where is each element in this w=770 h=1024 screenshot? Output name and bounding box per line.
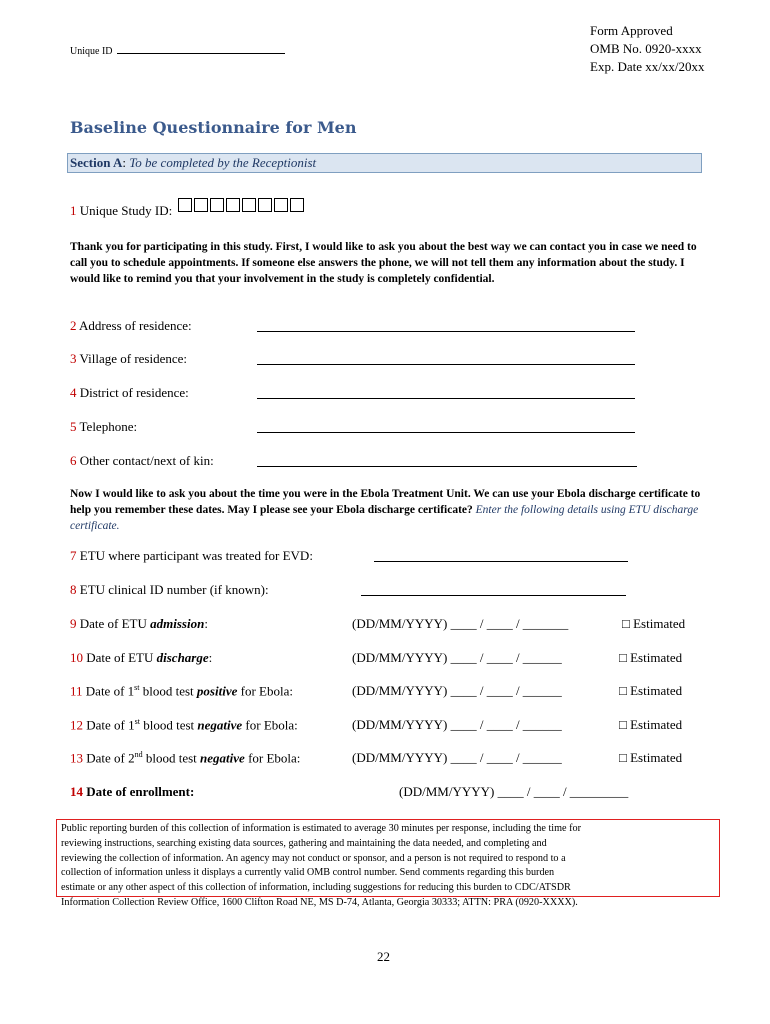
expiration-date: Exp. Date xx/xx/20xx xyxy=(590,59,705,74)
page-number: 22 xyxy=(377,949,390,964)
etu-intro-paragraph: Now I would like to ask you about the time you were in the Ebola Treatment Unit. We can use your Ebola discharge certificate to help you remember these dates. May I please see your Ebola discharge certificate? Enter the following details using ETU discharge certificate. xyxy=(70,488,701,532)
question-4: 4 District of residence: xyxy=(70,385,189,400)
question-5: 5 Telephone: xyxy=(70,419,138,434)
section-label: Section A xyxy=(70,155,123,170)
form-approved: Form Approved xyxy=(590,23,673,38)
id-box[interactable] xyxy=(274,198,288,212)
estimated-checkbox[interactable]: □ Estimated xyxy=(619,650,683,665)
next-of-kin-input-line[interactable] xyxy=(257,466,637,467)
estimated-checkbox[interactable]: □ Estimated xyxy=(622,616,686,631)
district-input-line[interactable] xyxy=(257,398,635,399)
positive-test-date-field[interactable]: (DD/MM/YYYY) ____ / ____ / ______ xyxy=(352,683,562,698)
study-id-boxes xyxy=(178,198,306,214)
discharge-date-field[interactable]: (DD/MM/YYYY) ____ / ____ / ______ xyxy=(352,650,562,665)
question-6: 6 Other contact/next of kin: xyxy=(70,453,214,468)
estimated-checkbox[interactable]: □ Estimated xyxy=(619,750,683,765)
question-7: 7 ETU where participant was treated for EVD: xyxy=(70,548,313,563)
question-11: 11 Date of 1st blood test positive for Ebola: xyxy=(70,683,293,699)
second-negative-date-field[interactable]: (DD/MM/YYYY) ____ / ____ / ______ xyxy=(352,750,562,765)
section-a-header: Section A: To be completed by the Receptionist xyxy=(67,153,702,173)
question-13: 13 Date of 2nd blood test negative for Ebola: xyxy=(70,750,301,766)
id-box[interactable] xyxy=(226,198,240,212)
unique-id-field xyxy=(70,44,285,57)
question-label: Unique Study ID: xyxy=(79,203,173,218)
intro-paragraph: Thank you for participating in this study. First, I would like to ask you about the best way we can contact you in case we need to call you to schedule appointments. If someone else answers the phone, we will not tell them any information about the study. I would like to remind you that your involvement in the study is completely confidential. xyxy=(70,241,697,285)
clinical-id-input-line[interactable] xyxy=(361,595,626,596)
question-2: 2 Address of residence: xyxy=(70,318,192,333)
question-3: 3 Village of residence: xyxy=(70,351,188,366)
id-box[interactable] xyxy=(258,198,272,212)
etu-input-line[interactable] xyxy=(374,561,628,562)
question-1: 1 Unique Study ID: xyxy=(70,203,306,219)
estimated-checkbox[interactable]: □ Estimated xyxy=(619,717,683,732)
unique-id-label: Unique ID xyxy=(70,46,113,57)
question-9: 9 Date of ETU admission: xyxy=(70,616,208,631)
burden-statement: Public reporting burden of this collection of information is estimated to average 30 minutes per response, including the time for reviewing instructions, searching existing data sources, gathering and maintaining the data needed, and completing and reviewing the collection of information. An agency may not conduct or sponsor, and a person is not required to respond to a collection of information unless it displays a currently valid OMB control number. Send comments regarding this burden estimate or any other aspect of this collection of information, including suggestions for reducing this burden to CDC/ATSDR Information Collection Review Office, 1600 Clifton Road NE, MS D-74, Atlanta, Georgia 30333; ATTN: PRA (0920-XXXX). xyxy=(56,819,720,897)
omb-number: OMB No. 0920-xxxx xyxy=(590,41,702,56)
section-description: To be completed by the Receptionist xyxy=(129,155,317,170)
unique-id-line[interactable] xyxy=(117,44,285,54)
question-10: 10 Date of ETU discharge: xyxy=(70,650,213,665)
admission-date-field[interactable]: (DD/MM/YYYY) ____ / ____ / _______ xyxy=(352,616,569,631)
village-input-line[interactable] xyxy=(257,364,635,365)
id-box[interactable] xyxy=(194,198,208,212)
telephone-input-line[interactable] xyxy=(257,432,635,433)
id-box[interactable] xyxy=(290,198,304,212)
id-box[interactable] xyxy=(178,198,192,212)
etu-instruction: Enter the following details using ETU discharge certificate. xyxy=(70,504,699,532)
first-negative-date-field[interactable]: (DD/MM/YYYY) ____ / ____ / ______ xyxy=(352,717,562,732)
enrollment-date-field[interactable]: (DD/MM/YYYY) ____ / ____ / _________ xyxy=(399,784,629,799)
question-12: 12 Date of 1st blood test negative for Ebola: xyxy=(70,717,298,733)
question-8: 8 ETU clinical ID number (if known): xyxy=(70,582,269,597)
address-input-line[interactable] xyxy=(257,331,635,332)
id-box[interactable] xyxy=(242,198,256,212)
page-title: Baseline Questionnaire for Men xyxy=(70,118,357,137)
omb-block xyxy=(590,22,704,76)
estimated-checkbox[interactable]: □ Estimated xyxy=(619,683,683,698)
id-box[interactable] xyxy=(210,198,224,212)
question-14: 14 Date of enrollment: xyxy=(70,784,195,799)
